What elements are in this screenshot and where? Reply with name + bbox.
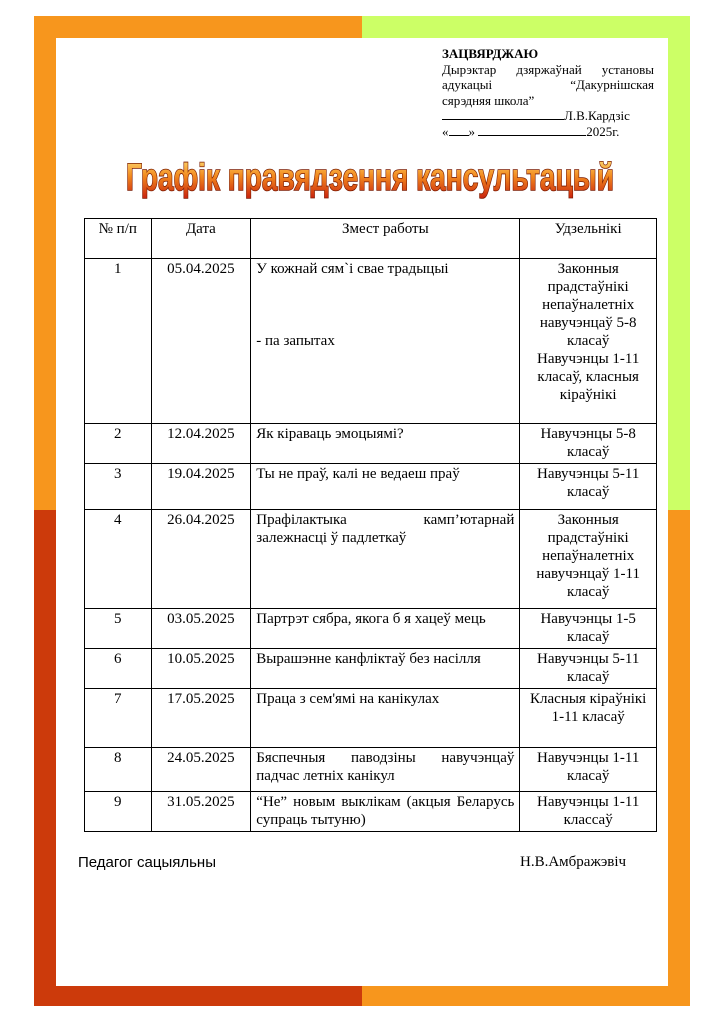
approval-date: « » 2025г.: [442, 123, 620, 139]
header-num: № п/п: [85, 219, 152, 259]
approval-heading: ЗАЦВЯРДЖАЮ: [442, 46, 539, 61]
header-topic: Змест работы: [251, 219, 520, 259]
signature-name: Л.В.Кардзіс: [564, 108, 630, 123]
footer-name: Н.В.Амбражэвіч: [520, 854, 627, 870]
header-date: Дата: [151, 219, 251, 259]
table-row: 1 05.04.2025 У кожнай сям`і свае традыцыі - па запытах Законныя прадстаўнікі непаўналетніх навучэнцаў 5-8 класаў Навучэнцы 1-11 класаў, класныя кіраўнікі: [85, 259, 657, 424]
table-row: 5 03.05.2025 Партрэт сябра, якога б я хацеў мець Навучэнцы 1-5 класаў: [85, 609, 657, 649]
approval-line-1: Дырэктар дзяржаўнай установы: [442, 61, 654, 77]
consultation-schedule-table: [84, 218, 657, 832]
footer-role: Педагог сацыяльны: [78, 854, 216, 871]
table-row: 9 31.05.2025 “Не” новым выклікам (акцыя Беларусь супраць тытуню) Навучэнцы 1-11 классаў: [85, 792, 657, 832]
approval-signature: [442, 108, 654, 124]
approval-line-3: сярэдняя школа”: [442, 92, 535, 108]
table-row: 8 24.05.2025 Бяспечныя паводзіны навучэнцаў падчас летніх канікул Навучэнцы 1-11 класаў: [85, 748, 657, 792]
page-title-text: Графік правядзення кансультацый: [126, 157, 614, 199]
table-row: 2 12.04.2025 Як кіраваць эмоцыямі? Навучэнцы 5-8 класаў: [85, 424, 657, 464]
table-header-row: [85, 219, 657, 259]
table-row: 4 26.04.2025 Прафілактыка камп’ютарнай залежнасці ў падлеткаў Законныя прадстаўнікі непаўналетніх навучэнцаў 1-11 класаў: [85, 510, 657, 609]
date-month-blank: [478, 124, 586, 136]
page-title: [120, 150, 620, 202]
header-participants: Удзельнікі: [520, 219, 657, 259]
approval-block: [442, 46, 654, 139]
table-row: 6 10.05.2025 Вырашэнне канфліктаў без насілля Навучэнцы 5-11 класаў: [85, 649, 657, 689]
date-day-blank: [449, 124, 469, 136]
table-row: 3 19.04.2025 Ты не праў, калі не ведаеш праў Навучэнцы 5-11 класаў: [85, 464, 657, 510]
table-row: 7 17.05.2025 Праца з сем'ямі на канікулах Класныя кіраўнікі 1-11 класаў: [85, 689, 657, 748]
signature-line: [442, 108, 564, 120]
approval-year: 2025г.: [586, 123, 620, 139]
approval-line-2: адукацыі “Дакурнішская: [442, 77, 654, 92]
